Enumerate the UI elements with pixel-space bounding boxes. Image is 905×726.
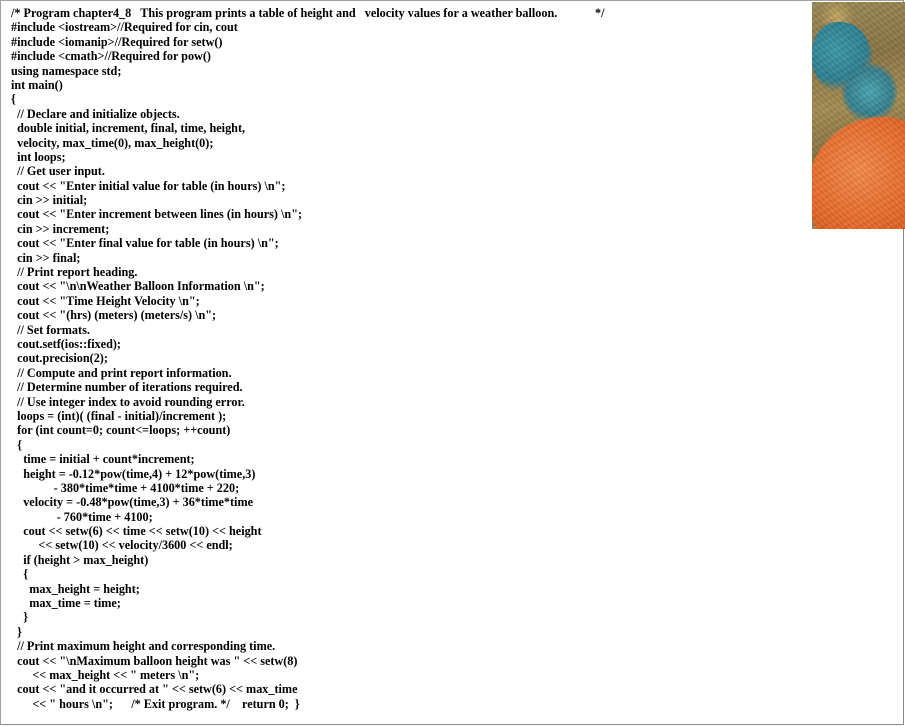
code-line: { bbox=[11, 567, 28, 582]
code-line: // Print report heading. bbox=[11, 265, 138, 280]
code-line: time = initial + count*increment; bbox=[11, 452, 195, 467]
photo-texture bbox=[812, 2, 905, 229]
code-line: #include <cmath>//Required for pow() bbox=[11, 49, 211, 64]
code-line: cout << "(hrs) (meters) (meters/s) \n"; bbox=[11, 308, 217, 323]
code-line: velocity = -0.48*pow(time,3) + 36*time*time bbox=[11, 495, 254, 510]
code-line: - 760*time + 4100; bbox=[11, 509, 153, 524]
code-line: int loops; bbox=[11, 149, 66, 164]
code-line: cin >> initial; bbox=[11, 193, 88, 208]
code-line: } bbox=[11, 610, 28, 625]
header-comment-end: */ bbox=[595, 6, 605, 20]
code-line: max_height = height; bbox=[11, 581, 140, 596]
code-line: cout.setf(ios::fixed); bbox=[11, 336, 121, 351]
code-line: // Get user input. bbox=[11, 164, 105, 179]
code-line: for (int count=0; count<=loops; ++count) bbox=[11, 423, 231, 438]
weather-balloon-photo bbox=[812, 2, 905, 229]
code-line: cin >> increment; bbox=[11, 221, 110, 236]
code-line: max_time = time; bbox=[11, 596, 121, 611]
code-line: // Print maximum height and corresponding time. bbox=[11, 639, 276, 654]
code-line: #include <iostream>//Required for cin, cout bbox=[11, 20, 238, 35]
code-line: loops = (int)( (final - initial)/increment ); bbox=[11, 408, 227, 423]
code-line: } bbox=[11, 624, 22, 639]
code-line: cout << "and it occurred at " << setw(6) << max_time bbox=[11, 682, 298, 697]
code-line: velocity, max_time(0), max_height(0); bbox=[11, 135, 214, 150]
code-lines bbox=[11, 20, 811, 711]
code-line: cout << "Enter initial value for table (in hours) \n"; bbox=[11, 178, 286, 193]
code-line: double initial, increment, final, time, height, bbox=[11, 121, 246, 136]
code-line: << max_height << " meters \n"; bbox=[11, 667, 200, 682]
code-line: cout.precision(2); bbox=[11, 351, 108, 366]
code-line: { bbox=[11, 437, 22, 452]
code-line: { bbox=[11, 92, 16, 107]
code-line: if (height > max_height) bbox=[11, 552, 149, 567]
code-line: cout << "Time Height Velocity \n"; bbox=[11, 293, 200, 308]
code-line: cout << "Enter final value for table (in hours) \n"; bbox=[11, 236, 279, 251]
code-line: cout << setw(6) << time << setw(10) << height bbox=[11, 524, 262, 539]
code-line: using namespace std; bbox=[11, 63, 122, 78]
code-line: cout << "\n\nWeather Balloon Information \n"; bbox=[11, 279, 265, 294]
code-line: height = -0.12*pow(time,4) + 12*pow(time,3) bbox=[11, 466, 256, 481]
code-line: - 380*time*time + 4100*time + 220; bbox=[11, 480, 240, 495]
program-header-comment bbox=[11, 6, 811, 20]
code-line: << " hours \n"; /* Exit program. */ return 0; } bbox=[11, 696, 300, 711]
code-line: cin >> final; bbox=[11, 250, 81, 265]
code-line: // Determine number of iterations required. bbox=[11, 380, 243, 395]
code-line: cout << "\nMaximum balloon height was " << setw(8) bbox=[11, 653, 298, 668]
code-line: cout << "Enter increment between lines (in hours) \n"; bbox=[11, 207, 303, 222]
code-line: int main() bbox=[11, 77, 63, 92]
code-line: // Use integer index to avoid rounding error. bbox=[11, 394, 245, 409]
code-line: << setw(10) << velocity/3600 << endl; bbox=[11, 538, 233, 553]
header-text: /* Program chapter4_8 This program prints a table of height and velocity values for a weather balloon. bbox=[11, 6, 558, 20]
code-line: // Set formats. bbox=[11, 322, 90, 337]
code-line: // Declare and initialize objects. bbox=[11, 106, 180, 121]
code-line: // Compute and print report information. bbox=[11, 365, 232, 380]
code-listing bbox=[11, 6, 811, 711]
code-line: #include <iomanip>//Required for setw() bbox=[11, 34, 223, 49]
